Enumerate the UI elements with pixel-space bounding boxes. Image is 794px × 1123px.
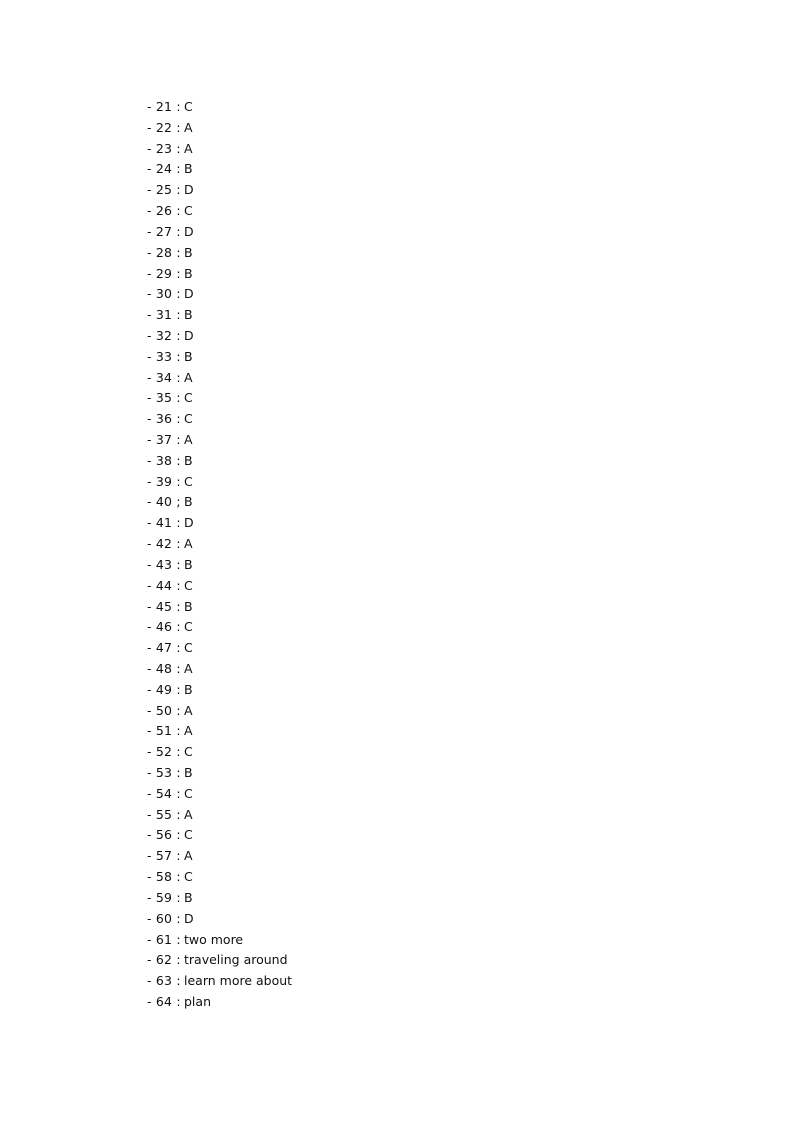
answer-value: B [184,307,193,323]
answer-value: B [184,681,193,697]
answer-number: - 46 : [147,619,181,635]
answer-row [147,992,292,1013]
answer-value: B [184,348,193,364]
answer-number: - 48 : [147,660,181,676]
answer-value: B [184,556,193,572]
answer-value: A [184,848,193,864]
answer-number: - 30 : [147,286,181,302]
answer-number: - 51 : [147,723,181,739]
answer-value: traveling around [184,952,288,968]
answer-value: D [184,182,194,198]
answer-value: B [184,265,193,281]
answer-row [147,222,292,243]
answer-value: B [184,452,193,468]
answer-value: C [184,390,193,406]
answer-row [147,930,292,951]
answer-number: - 47 : [147,640,181,656]
answer-row [147,888,292,909]
answer-value: C [184,744,193,760]
answer-row [147,784,292,805]
answer-value: C [184,577,193,593]
answer-number: - 50 : [147,702,181,718]
answer-number: - 39 : [147,473,181,489]
answer-number: - 29 : [147,265,181,281]
answer-value: B [184,598,193,614]
answer-number: - 22 : [147,119,181,135]
answer-row [147,597,292,618]
answer-row [147,513,292,534]
answer-row [147,576,292,597]
answer-row [147,659,292,680]
answer-number: - 62 : [147,952,181,968]
answer-number: - 21 : [147,99,181,114]
answer-number: - 36 : [147,411,181,427]
answer-row [147,326,292,347]
answer-row [147,805,292,826]
answer-value: C [184,619,193,635]
answer-row [147,950,292,971]
answer-row [147,284,292,305]
answer-value: A [184,536,193,552]
answer-number: - 42 : [147,536,181,552]
answer-number: - 64 : [147,993,181,1009]
answer-row [147,388,292,409]
answer-row [147,846,292,867]
answer-number: - 55 : [147,806,181,822]
answer-value: A [184,660,193,676]
answer-key-list [147,97,292,1013]
answer-row [147,180,292,201]
answer-number: - 32 : [147,327,181,343]
answer-number: - 57 : [147,848,181,864]
answer-row [147,347,292,368]
answer-row [147,430,292,451]
answer-number: - 28 : [147,244,181,260]
answer-number: - 53 : [147,765,181,780]
answer-value: C [184,411,193,427]
answer-number: - 59 : [147,889,181,905]
answer-number: - 63 : [147,973,181,989]
answer-number: - 58 : [147,869,181,885]
answer-row [147,201,292,222]
answer-number: - 34 : [147,369,181,385]
answer-value: A [184,702,193,718]
answer-value: B [184,765,193,780]
answer-value: A [184,806,193,822]
answer-value: A [184,432,193,447]
answer-value: D [184,515,194,531]
answer-row [147,742,292,763]
answer-number: - 27 : [147,223,181,239]
answer-number: - 54 : [147,785,181,801]
answer-row [147,472,292,493]
answer-number: - 26 : [147,203,181,219]
answer-row [147,555,292,576]
answer-value: B [184,494,193,510]
answer-value: B [184,889,193,905]
answer-row [147,139,292,160]
answer-row [147,305,292,326]
answer-value: two more [184,931,244,947]
answer-number: - 40 ; [147,494,181,510]
answer-number: - 44 : [147,577,181,593]
answer-row [147,492,292,513]
answer-value: C [184,827,193,843]
answer-row [147,368,292,389]
answer-value: C [184,473,193,489]
answer-value: D [184,286,194,302]
answer-value: A [184,723,193,739]
answer-value: C [184,203,193,219]
answer-value: C [184,640,193,656]
answer-number: - 56 : [147,827,181,843]
answer-row [147,409,292,430]
answer-value: plan [184,993,211,1009]
answer-row [147,971,292,992]
answer-value: A [184,369,193,385]
answer-number: - 43 : [147,556,181,572]
answer-row [147,97,292,118]
answer-number: - 52 : [147,744,181,760]
answer-number: - 24 : [147,161,181,177]
answer-number: - 31 : [147,307,181,323]
answer-row [147,118,292,139]
answer-number: - 61 : [147,931,181,947]
answer-number: - 45 : [147,598,181,614]
answer-number: - 38 : [147,452,181,468]
answer-row [147,534,292,555]
answer-number: - 60 : [147,910,181,926]
answer-row [147,617,292,638]
answer-value: A [184,140,193,156]
answer-row [147,721,292,742]
answer-value: C [184,785,193,801]
answer-row [147,825,292,846]
answer-value: C [184,99,193,114]
answer-row [147,243,292,264]
answer-value: D [184,910,194,926]
answer-value: D [184,223,194,239]
answer-number: - 25 : [147,182,181,198]
answer-number: - 35 : [147,390,181,406]
answer-number: - 37 : [147,432,181,447]
answer-number: - 33 : [147,348,181,364]
answer-value: D [184,327,194,343]
answer-row [147,680,292,701]
answer-value: learn more about [184,973,293,989]
answer-row [147,701,292,722]
answer-row [147,264,292,285]
answer-row [147,867,292,888]
answer-value: C [184,869,193,885]
answer-row [147,763,292,784]
answer-number: - 41 : [147,515,181,531]
answer-number: - 23 : [147,140,181,156]
answer-value: A [184,119,193,135]
answer-value: B [184,244,193,260]
answer-row [147,451,292,472]
answer-value: B [184,161,193,177]
answer-row [147,159,292,180]
answer-row [147,909,292,930]
answer-row [147,638,292,659]
answer-number: - 49 : [147,681,181,697]
